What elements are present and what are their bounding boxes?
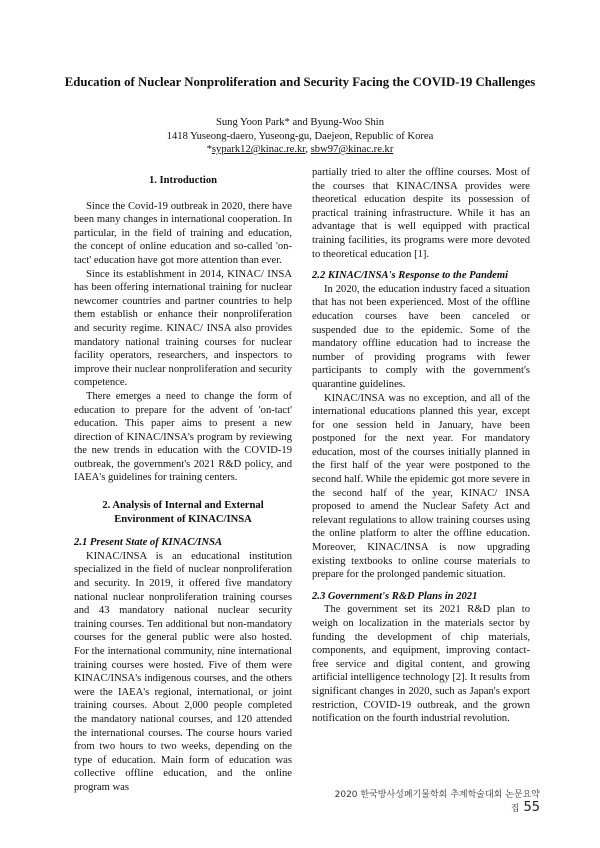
paragraph: In 2020, the education industry faced a situation that has not been experienced. Most of the offline education courses have been canceled or suspended due to the epidemic. Some of the mandatory offline education had to increase the number of providing programs with fewer participants to comply with the government's quarantine guidelines. bbox=[312, 283, 530, 390]
paragraph: KINAC/INSA is an educational institution specialized in the field of nuclear nonproliferation and security. In 2019, it offered five mandatory national nuclear nonproliferation training courses and 43 mandatory national nuclear security training courses. Ten additional but non-mandatory courses for the general public were also hosted. For the international community, nine international training courses were hosted. Five of them were KINAC/INSA's indigenous courses, and the others were the IAEA's regional, international, or joint training courses. About 2,000 people completed the mandatory national courses, and 120 attended the international courses. The course hours varied from two hours to two weeks, depending on the type of education. Main form of education was collective offline education, and the online program was bbox=[74, 550, 292, 793]
subsection-heading-rd-plans: 2.3 Government's R&D Plans in 2021 bbox=[312, 590, 478, 602]
page-footer bbox=[330, 787, 540, 815]
email-link-1[interactable]: sypark12@kinac.re.kr bbox=[211, 144, 306, 155]
paragraph: The government set its 2021 R&D plan to weigh on localization in the materials sector by funding the development of chip materials, components, and equipment, improving contact-free service and digital content, and growing artificial intelligence technology [2]. It results from significant changes in 2020, such as Japan's export restriction, COVID-19 outbreak, and the grown notification on the fourth industrial revolution. bbox=[312, 604, 530, 725]
paper-title: Education of Nuclear Nonproliferation and Security Facing the COVID-19 Challenges bbox=[64, 75, 536, 89]
left-column bbox=[74, 166, 292, 795]
footer-text: 2020 한국방사성폐기물학회 추계학술대회 논문요약집 bbox=[334, 790, 540, 814]
subsection-heading-response: 2.2 KINAC/INSA's Response to the Pandemi bbox=[312, 270, 509, 282]
paragraph: Since the Covid-19 outbreak in 2020, there have been many changes in international cooperation. In particular, in the field of training and education, the concept of online education and so-called 'on-tact' education have got more attention than ever. bbox=[74, 200, 292, 266]
author-block bbox=[60, 116, 540, 157]
paragraph: There emerges a need to change the form of education to prepare for the advent of 'on-tact' education. This paper aims to present a new direction of KINAC/INSA's program by reviewing the new trends in education with the COVID-19 outbreak, the government's 2021 R&D policy, and IAEA's guidelines for training centers. bbox=[74, 390, 292, 484]
right-column bbox=[312, 166, 530, 726]
page-number: 55 bbox=[523, 800, 540, 815]
paragraph: partially tried to alter the offline courses. Most of the courses that KINAC/INSA provides were theoretical education despite its possession of practical training infrastructure. While it has an advantage that is well equipped with practical training facilities, its programs were more devoted to theoretical education [1]. bbox=[312, 167, 530, 260]
paragraph: Since its establishment in 2014, KINAC/ INSA has been offering international training for nuclear newcomer countries and partner countries to help them establish or enhance their nonproliferation and security regime. KINAC/ INSA also provides mandatory national training courses for nuclear facility operators, researchers, and inspectors to improve their nuclear nonproliferation and security competence. bbox=[74, 268, 292, 389]
author-names: Sung Yoon Park* and Byung-Woo Shin bbox=[215, 117, 385, 128]
section-heading-analysis: 2. Analysis of Internal and External Environment of KINAC/INSA bbox=[102, 500, 264, 525]
email-prefix: * bbox=[206, 144, 212, 155]
email-link-2[interactable]: sbw97@kinac.re.kr bbox=[310, 144, 394, 155]
email-separator: , bbox=[305, 144, 311, 155]
author-address: 1418 Yuseong-daero, Yuseong-gu, Daejeon, Republic of Korea bbox=[166, 130, 434, 142]
author-emails bbox=[60, 143, 540, 157]
paragraph: KINAC/INSA was no exception, and all of the international educations planned this year, except for one session held in January, have been postponed for the next year. For mandatory education, most of the courses initially planned in the first half of the year were postponed to the second half. While the epidemic got more severe in the second half of the year, KINAC/ INSA proposed to amend the Nuclear Safety Act and relevant regulations to allow training courses using the online platform to alter the offline education. Moreover, KINAC/INSA is now upgrading existing textbooks to online course materials to prepare for the prolonged pandemic situation. bbox=[312, 392, 530, 581]
section-heading-introduction: 1. Introduction bbox=[148, 175, 218, 186]
subsection-heading-present-state: 2.1 Present State of KINAC/INSA bbox=[74, 537, 223, 549]
